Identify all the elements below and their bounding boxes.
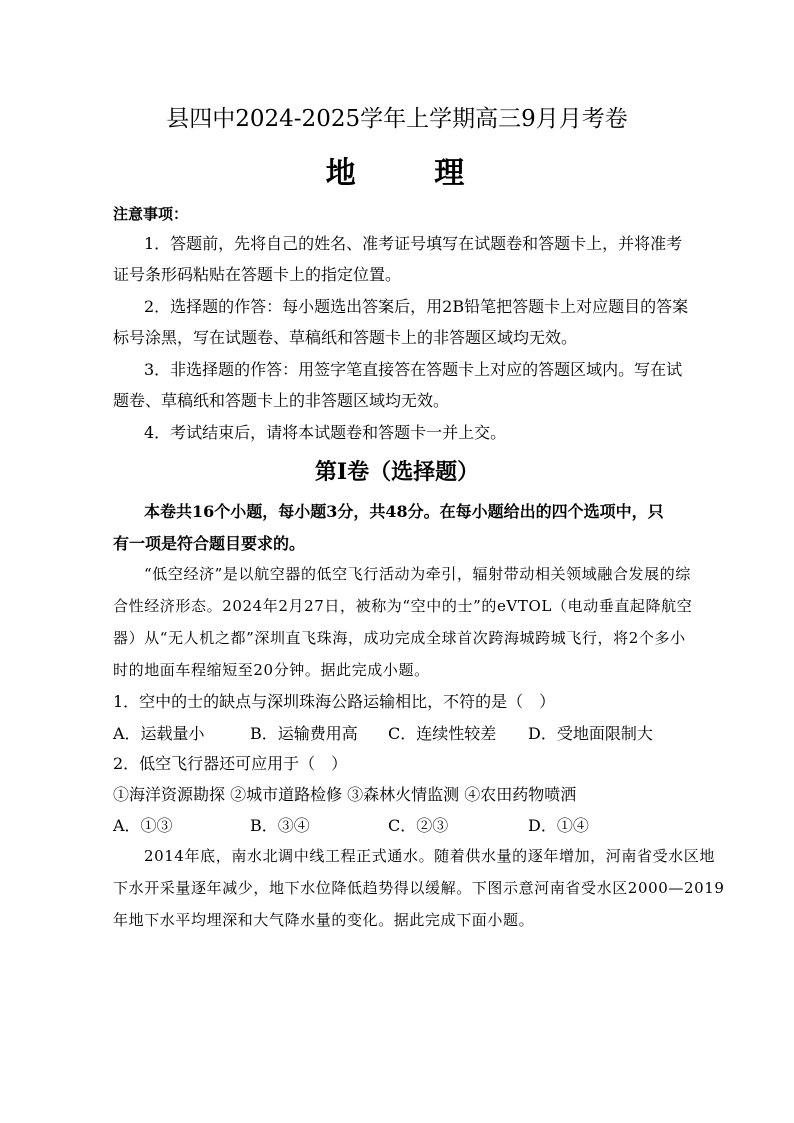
question-2-option-d: D．①④: [528, 816, 589, 835]
notice-item-3-line-1: 3．非选择题的作答：用签字笔直接答在答题卡上对应的答题区域内。写在试: [144, 360, 683, 379]
notice-heading: 注意事项：: [113, 205, 189, 223]
subject-title: 地 理: [325, 156, 499, 191]
question-2-option-b: B．③④: [250, 816, 310, 835]
question-2-option-a: A．①③: [113, 816, 173, 835]
question-2-stem: 2．低空飞行器还可应用于（ ）: [113, 754, 348, 773]
question-1-stem: 1．空中的士的缺点与深圳珠海公路运输相比，不符的是（ ）: [113, 692, 556, 711]
passage1-line-2: 合性经济形态。2024年2月27日，被称为“空中的士”的eVTOL（电动垂直起降航空: [113, 597, 693, 615]
passage2-line-1: 2014年底，南水北调中线工程正式通水。随着供水量的逐年增加，河南省受水区地: [144, 847, 715, 865]
notice-item-2-line-1: 2．选择题的作答：每小题选出答案后，用2B铅笔把答题卡上对应题目的答案: [144, 297, 689, 316]
question-1-option-b: B．运输费用高: [250, 724, 358, 743]
section-title: 第Ⅰ卷（选择题）: [314, 459, 480, 485]
passage2-line-2: 下水开采量逐年减少，地下水位降低趋势得以缓解。下图示意河南省受水区2000—2019: [113, 879, 725, 897]
question-1-option-c: C．连续性较差: [388, 724, 497, 743]
question-1-option-a: A．运载量小: [113, 724, 205, 743]
passage1-line-1: “低空经济”是以航空器的低空飞行活动为牵引，辐射带动相关领域融合发展的综: [144, 565, 691, 583]
question-2-option-c: C．②③: [388, 816, 449, 835]
passage1-line-3: 器）从“无人机之都”深圳直飞珠海，成功完成全球首次跨海城跨城飞行，将2个多小: [113, 629, 686, 647]
passage2-line-3: 年地下水平均埋深和大气降水量的变化。据此完成下面小题。: [113, 911, 535, 929]
notice-item-4: 4．考试结束后，请将本试题卷和答题卡一并上交。: [144, 423, 507, 442]
exam-title: 县四中2024-2025学年上学期高三9月月考卷: [166, 106, 628, 132]
question-2-items: ①海洋资源勘探 ②城市道路检修 ③森林火情监测 ④农田药物喷洒: [113, 785, 577, 804]
notice-item-1-line-2: 证号条形码粘贴在答题卡上的指定位置。: [113, 265, 402, 284]
section-instruction-line-1: 本卷共16个小题，每小题3分，共48分。在每小题给出的四个选项中，只: [144, 502, 664, 521]
notice-item-3-line-2: 题卷、草稿纸和答题卡上的非答题区域均无效。: [113, 391, 450, 410]
passage1-line-4: 时的地面车程缩短至20分钟。据此完成小题。: [113, 661, 430, 679]
section-instruction-line-2: 有一项是符合题目要求的。: [113, 534, 306, 553]
notice-item-1-line-1: 1．答题前，先将自己的姓名、准考证号填写在试题卷和答题卡上，并将准考: [144, 234, 683, 253]
question-1-option-d: D．受地面限制大: [528, 724, 653, 743]
notice-item-2-line-2: 标号涂黑，写在试题卷、草稿纸和答题卡上的非答题区域均无效。: [113, 328, 578, 347]
